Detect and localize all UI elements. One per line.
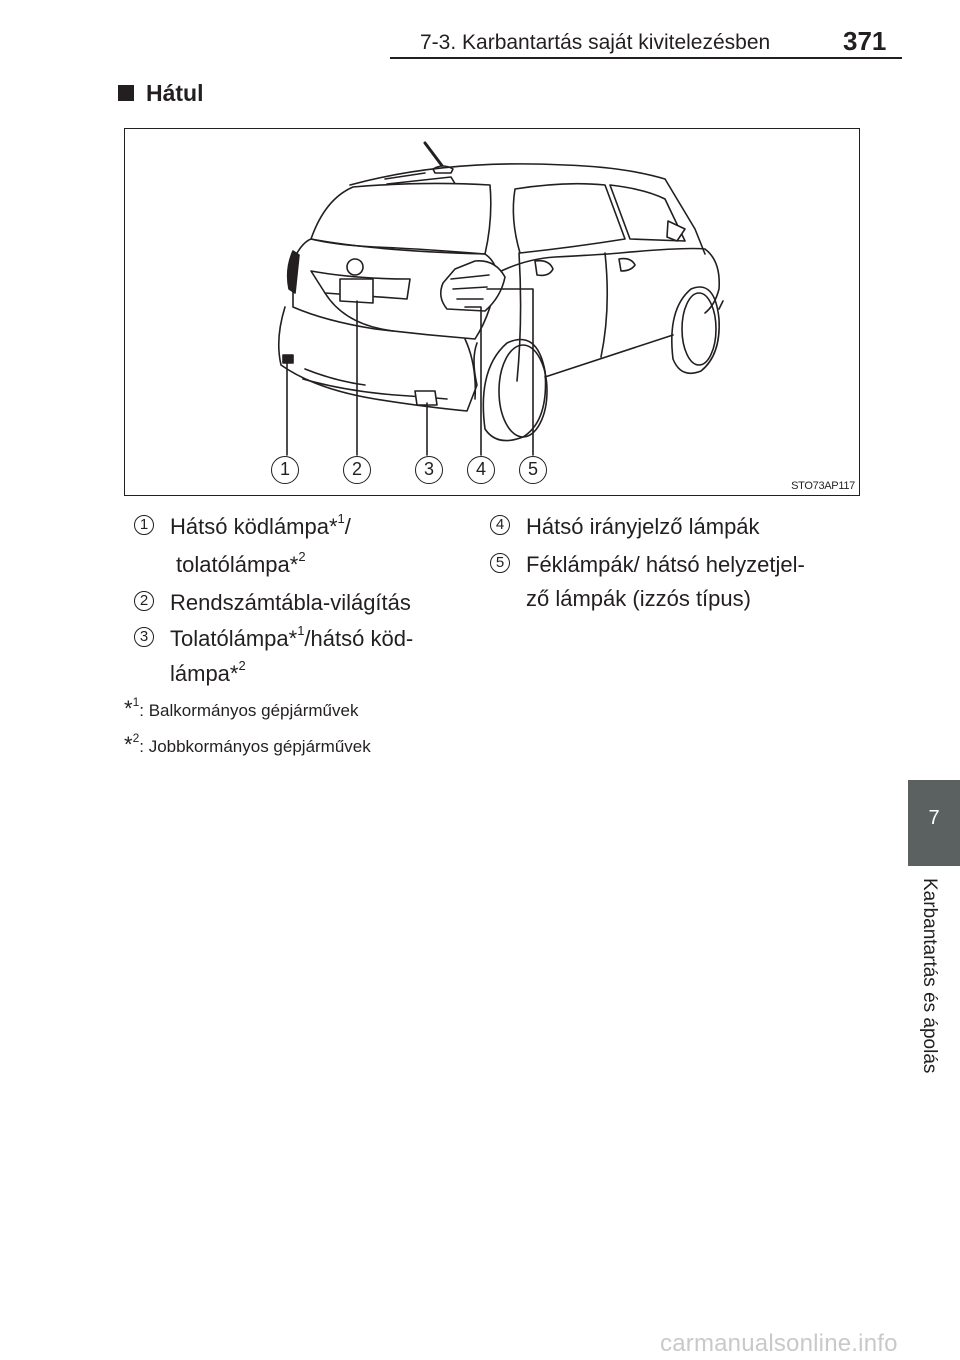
section-title: 7-3. Karbantartás saját kivitelezésben	[420, 31, 771, 54]
callout-4: 4	[467, 456, 495, 484]
legend-text-5: Féklámpák/ hátsó helyzetjel-	[526, 552, 805, 577]
watermark: carmanualsonline.info	[660, 1330, 898, 1357]
legend-text-3-line2: lámpa*$^2$	[170, 657, 246, 686]
legend-number-1: 1	[134, 515, 154, 535]
figure-code: STO73AP117	[791, 480, 855, 492]
callout-1: 1	[271, 456, 299, 484]
footnote-1: *$^1$: Balkormányos gépjárművek	[124, 695, 359, 721]
subsection-heading	[118, 79, 204, 107]
legend-number-2: 2	[134, 591, 154, 611]
car-rear-illustration	[125, 129, 859, 495]
legend-text-2: Rendszámtábla-világítás	[170, 590, 411, 615]
chapter-tab	[908, 780, 960, 866]
square-bullet-icon	[118, 85, 134, 101]
callout-2: 2	[343, 456, 371, 484]
legend-number-5: 5	[490, 553, 510, 573]
callout-3: 3	[415, 456, 443, 484]
legend-number-4: 4	[490, 515, 510, 535]
legend-text-4: Hátsó irányjelző lámpák	[526, 514, 760, 539]
legend-text-1: Hátsó ködlámpa*$^1$/	[170, 510, 351, 539]
legend-text-1-line2: tolatólámpa*$^2$	[176, 548, 306, 577]
footnote-2: *$^2$: Jobbkormányos gépjárművek	[124, 731, 371, 757]
header-rule	[390, 57, 902, 59]
legend-number-3: 3	[134, 627, 154, 647]
rear-lights-figure	[124, 128, 860, 496]
page-number: 371	[843, 26, 887, 56]
chapter-number: 7	[928, 807, 940, 829]
chapter-title: Karbantartás és ápolás	[919, 878, 940, 1074]
callout-5: 5	[519, 456, 547, 484]
legend-text-5-line2: ző lámpák (izzós típus)	[526, 586, 751, 611]
heading-text: Hátul	[146, 80, 204, 106]
legend-text-3: Tolatólámpa*$^1$/hátsó köd-	[170, 622, 414, 651]
